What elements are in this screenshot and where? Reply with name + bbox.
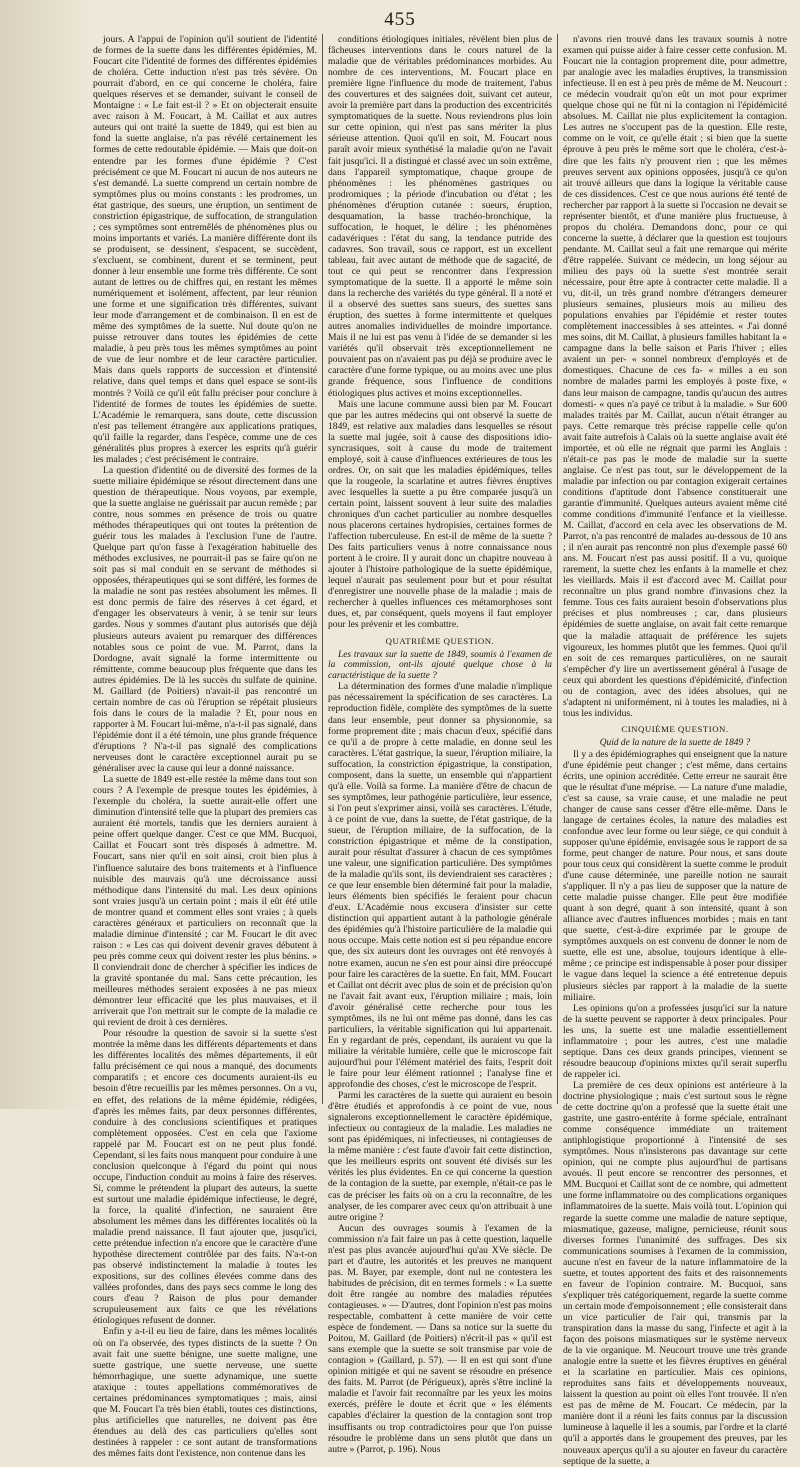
page-number: 455 xyxy=(384,9,416,30)
text-columns xyxy=(88,34,792,1467)
paragraph: Enfin y a-t-il eu lieu de faire, dans les mêmes localités où on l'a observée, des types distincts de la suette ? On avait fait une suette bénigne, une suette maligne, une suette gastrique, une suette nerveuse, une suette hémorrhagique, une suette adynamique, une suette ataxique : toutes appellations commémoratives de certaines prédominances symptomatiques ; mais, ainsi que M. Foucart l'a très bien établi, toutes ces distinctions, plus artificielles que naturelles, ne doivent pas être étendues au delà des cas particuliers qu'elles sont destinées à rappeler : ce sont autant de transformations des mêmes faits dont l'existence, non contenue dans les xyxy=(93,1326,317,1459)
column-2 xyxy=(322,34,557,1455)
paragraph: Mais une lacune commune aussi bien par M. Foucart que par les autres médecins qui ont observé la suette de 1849, est relative aux maladies dans lesquelles se résout la suette mal jugée, soit à cause des dispositions idio-syncrasiques, soit à cause du mode de traitement employé, soit à cause d'influences extérieures de tous les ordres. Or, on sait que les maladies épidémiques, telles que la rougeole, la scarlatine et autres fièvres éruptives avec lesquelles la suette a pu être comparée jusqu'à un certain point, laissent souvent à leur suite des maladies chroniques d'un cachet particulier au nombre desquelles nous placerons certaines hydropisies, certaines formes de l'affection tuberculeuse. En est-il de même de la suette ? Des faits particuliers venus à notre connaissance nous portent à le croire. Il y aurait donc un chapitre nouveau à ajouter à l'histoire pathologique de la suette épidémique, lequel n'aurait pas seulement pour but et pour résultat d'enregistrer une nouvelle phase de la maladie ; mais de rechercher à quelles influences ces métamorphoses sont dues, et, par conséquent, quels moyens il faut employer pour les prévenir et les combattre. xyxy=(328,398,552,631)
paragraph: Parmi les caractères de la suette qui auraient eu besoin d'être étudiés et approfondis à ce point de vue, nous signalerons exceptionnellement le caractère épidémique, infectieux ou contagieux de la maladie. Les maladies ne sont pas épidémiques, ni infectieuses, ni contagieuses de la même manière : c'est faute d'avoir fait cette distinction, que les meilleurs esprits ont souvent été divisés sur les vérités les plus évidentes. En ce qui concerne la question de la contagion de la suette, par exemple, n'était-ce pas le cas de préciser les faits où on a cru la reconnaître, de les analyser, de les comparer avec ceux qu'on attribuait à une autre origine ? xyxy=(328,1090,552,1223)
paragraph: La question d'identité ou de diversité des formes de la suette miliaire épidémique se résout directement dans une question de thérapeutique. Nous voyons, par exemple, que la suette anglaise ne guérissait par aucun remède ; par contre, nous sommes en présence de trois ou quatre méthodes thérapeutiques qui ont toutes la prétention de guérir tous les malades à l'exclusion l'une de l'autre. Quelque part qu'on fasse à l'exagération habituelle des méthodes exclusives, ne pourrait-il pas se faire qu'on ne soit pas si mal conduit en se servant de méthodes si opposées, thérapeutiques qui se sont différé, les formes de la maladie ne sont pas restées absolument les mêmes. Il est donc permis de faire des réserves à cet égard, et d'engager les observateurs à venir, à se tenir sur leurs gardes. Nous y sommes d'autant plus autorisés que déjà plusieurs auteurs avaient pu remarquer des différences notables sous ce point de vue. M. Parrot, dans la Dordogne, avait signalé la forme intermittente ou rémittente, comme beaucoup plus fréquente que dans les autres épidémies. De là les succès du sulfate de quinine. M. Gaillard (de Poitiers) n'avait-il pas rencontré un certain nombre de cas où l'éruption se répétait plusieurs fois dans le cours de la maladie ? Et, pour nous en rapporter à M. Foucart lui-même, n'a-t-il pas signalé, dans l'épidémie dont il a été témoin, une plus grande fréquence d'éruptions ? N'a-t-il pas signalé des complications nerveuses dont le caractère exceptionnel aurait pu se généraliser avec la cause qui leur a donné naissance. xyxy=(93,464,317,775)
paragraph: n'avons rien trouvé dans les travaux soumis à notre examen qui puisse aider à faire cesser cette confusion. M. Foucart nie la contagion proprement dite, pour admettre, par analogie avec les maladies éruptives, la transmission infectieuse. Il en est à peu près de même de M. Neucourt : ce médecin voudrait qu'on eût un mot pour exprimer quelque chose qui ne fût ni la contagion ni l'épidémicité absolues. M. Caillat nie plus explicitement la contagion. Les autres ne s'occupent pas de la question. Elle reste, comme on le voit, ce qu'elle était ; si bien que la suette éprouve à peu près le même sort que le choléra, c'est-à-dire que les faits n'y prouvent rien ; que les mêmes preuves servent aux opinions opposées, jusqu'à ce qu'on ait trouvé ailleurs que dans la logique la véritable cause de ces dissidences. C'est ce que nous aurions été tenté de rechercher par rapport à la suette si l'occasion ne devait se représenter bientôt, et d'une manière plus fructueuse, à propos du choléra. Demandons donc, pour ce qui concerne la suette, à déclarer que la question est toujours pendante. M. Caillat seul a fait une remarque qui mérite d'être rappelée. Suivant ce médecin, un long séjour au milieu des pays où la suette s'est montrée serait nécessaire, pour être apte à contracter cette maladie. Il a vu, dit-il, un très grand nombre d'étrangers demeurer plusieurs semaines, plusieurs mois au milieu des populations envahies par l'épidémie et rester toutes complètement inaccessibles à ses atteintes. « J'ai donné mes soins, dit M. Caillat, à plusieurs familles habitant la « campagne dans la belle saison et Paris l'hiver ; elles avaient un per- « sonnel nombreux d'employés et de domestiques. Chacune de ces fa- « milles a eu son nombre de malades parmi les employés à poste fixe, « dans leur maison de campagne, tandis qu'aucun des autres domesti- « ques n'a payé ce tribut à la maladie. » Sur 600 malades traités par M. Caillat, aucun n'était étranger au pays. Cette remarque très précise rappelle celle qu'on avait faite autrefois à Calais où la suette anglaise avait été importée, et où elle ne régnait que parmi les Anglais : n'était-ce pas pas le mode de maladie sur la suette anglaise. Ce n'est pas tout, sur le développement de la maladie par infection ou par contagion exigerait certaines conditions d'aptitude dont l'absence constituerait une garantie d'immunité. Quelques auteurs avaient même cité comme conditions d'immunité l'enfance et la vieillesse. M. Caillat, d'accord en cela avec les observations de M. Parrot, n'a pas rencontré de malades au-dessous de 10 ans ; il n'en aurait pas rencontré non plus d'exemple passé 60 ans. M. Foucart n'est pas aussi positif. Il a vu, quoique rarement, la suette chez les enfants à la mamelle et chez les vieillards. Mais il est d'accord avec M. Caillat pour reconnaître un plus grand nombre d'invasions chez la femme. Tous ces faits auraient besoin d'observations plus précises et plus nombreuses ; car, dans plusieurs épidémies de suette anglaise, on avait fait cette remarque que la maladie attaquait de préférence les sujets vigoureux, les hommes plutôt que les femmes. Quoi qu'il en soit de ces remarques particulières, on ne saurait s'empêcher d'y lire un avertissement général à l'usage de ceux qui abordent les questions d'épidémicité, d'infection ou de contagion, avec des idées absolues, qui ne s'adaptent ni uniformément, ni à toutes les maladies, ni à tous les individus. xyxy=(563,34,787,719)
paragraph: conditions étiologiques initiales, révèlent bien plus de fâcheuses interventions dans le cours naturel de la maladie que de véritables prédominances morbides. Au nombre de ces interventions, M. Foucart place en première ligne l'influence du mode de traitement, l'abus des couvertures et des saignées doit, suivant cet auteur, avoir la première part dans la production des excentricités symptomatiques de la suette. Nous reviendrons plus loin sur cette opinion, qui n'est pas sans mériter la plus sérieuse attention. Quoi qu'il en soit, M. Foucart nous paraît avoir mieux synthétisé la maladie qu'on ne l'avait fait jusqu'ici. Il a distingué et classé avec un soin extrême, dans l'appareil symptomatique, chaque groupe de phénomènes : les phénomènes gastriques ou prodromiques ; la période d'incubation ou d'état ; les phénomènes d'éruption cutanée : sueurs, éruption, desquamation, la basse trachéo-bronchique, la suffocation, le hoquet, le délire ; les phénomènes cadavériques : l'état du sang, la tendance putride des cadavres. Son travail, sous ce rapport, est un excellent tableau, fait avec autant de méthode que de sagacité, de tout ce qui peut se rencontrer dans l'expression symptomatique de la suette. Il a apporté le même soin dans la recherche des variétés du type général. Il a noté et il a observé des suettes sans sueurs, des suettes sans éruption, des suettes à forme intermittente et quelques autres anomalies individuelles de moindre importance. Mais il ne lui est pas venu à l'idée de se demander si les variétés qu'il observait très exceptionnellement ne pouvaient pas on n'avaient pas pu déjà se produire avec le caractère d'une forme typique, ou au moins avec une plus grande fréquence, sous l'influence de conditions étiologiques plus actives et moins exceptionnelles. xyxy=(328,34,552,399)
paragraph: Aucun des ouvrages soumis à l'examen de la commission n'a fait faire un pas à cette question, laquelle n'est pas plus avancée aujourd'hui qu'au XVe siècle. De part et d'autre, les autorités et les preuves ne manquent pas. M. Bayer, par exemple, dont nul ne contestera les habitudes de précision, dit en termes formels : « La suette doit être rangée au nombre des maladies réputées contagieuses. » — D'autres, dont l'opinion n'est pas moins respectable, combattent à cette manière de voir cette espèce de fondement. — Dans sa notice sur la suette du Poitou, M. Gaillard (de Poitiers) n'écrit-il pas « qu'il est sans exemple que la suette se soit transmise par voie de contagion » (Gaillard, p. 57). — Il en est qui sont d'une opinion mitigée et qui ne savent se résoudre en présence des faits. M. Parrot (de Périgueux), après s'être incliné la maladie et l'avoir fait reconnaître par les yeux les moins exercés, préfère le doute et écrit que « les éléments capables d'éclairer la question de la contagion sont trop insuffisants ou trop contradictoires pour que l'on puisse résoudre le problème dans un sens plutôt que dans un autre » (Parrot, p. 196). Nous xyxy=(328,1222,552,1455)
paragraph: jours. A l'appui de l'opinion qu'il soutient de l'identité de formes de la suette dans les différentes épidémies, M. Foucart cite l'identité de formes des différentes épidémies de choléra. Cette induction n'est pas très sévère. On pourrait d'abord, en ce qui concerne le choléra, faire quelques réserves et se demander, suivant le conseil de Montaigne : « Le fait est-il ? » Et on objecterait ensuite avec raison à M. Foucart, à M. Caillat et aux autres auteurs qui ont traité la suette de 1849, qui est bien au fond la suette anglaise, n'a pas révélé certainement les formes de cette redoutable épidémie. — Mais que doit-on entendre par les formes d'une épidémie ? C'est précisément ce que M. Foucart ni aucun de nos auteurs ne s'est demandé. La suette comprend un certain nombre de symptômes plus ou moins constants : les prodromes, un état gastrique, des sueurs, une éruption, un sentiment de constriction épigastrique, de suffocation, de strangulation ; ces symptômes sont entremêlés de phénomènes plus ou moins importants et variés. La manière différente dont ils se produisent, se dessinent, s'espacent, se succèdent, s'excluent, se combinent, durent et se terminent, peut donner à leur ensemble une forme très différente. Ce sont autant de lettres ou de chiffres qui, en restant les mêmes numériquement et isolément, affectent, par leur réunion une forme et une signification très différentes, suivant leur mode d'arrangement et de combinaison. Il en est de même des symptômes de la suette. Nul doute qu'on ne puisse retrouver dans toutes les épidémies de cette maladie, à peu près tous les mêmes symptômes au point de vue de leur nombre et de leur caractère particulier. Mais dans quels rapports de succession et d'intensité relative, dans quel temps et dans quel espace se sont-ils montrés ? Voilà ce qu'il eût fallu préciser pour conclure à l'identité de formes de toutes les épidémies de suette. L'Académie le remarquera, sans doute, cette discussion n'est pas tellement étrangère aux applications pratiques, qu'il faille la regarder, dans l'espèce, comme une de ces généralités plus propres à exercer les esprits qu'à guérir les malades ; c'est précisément le contraire. xyxy=(93,34,317,465)
paragraph: Il y a des épidémiographes qui enseignent que la nature d'une épidémie peut changer ; c'est même, dans certains écrits, une opinion accréditée. Cette erreur ne saurait être que le résultat d'une méprise. — La nature d'une maladie, c'est sa cause, sa vraie cause, et une maladie ne peut changer de cause sans cesser d'être elle-même. Dans le langage de certaines écoles, la nature des maladies est confondue avec leur forme ou leur siège, ce qui conduit à supposer qu'une épidémie, envisagée sous le rapport de sa forme, peut changer de nature. Pour nous, et sans doute pour tous ceux qui considèrent la suette comme le produit d'une cause déterminée, une pareille notion ne saurait s'appliquer. Il n'y a pas lieu de supposer que la nature de cette maladie puisse changer. Elle peut être modifiée quant à son degré, quant à son intensité, quant à son alliance avec d'autres influences morbides ; mais en tant que suette, c'est-à-dire exprimée par le groupe de symptômes auxquels on est convenu de donner le nom de suette, elle est une, absolue, toujours identique à elle-même ; ce principe est indispensable à poser pour dissiper le vague dans lequel la science a été entretenue depuis plusieurs siècles par rapport à la maladie de la suette miliaire. xyxy=(563,748,787,1003)
paragraph: La première de ces deux opinions est antérieure à la doctrine physiologique ; mais c'est surtout sous le règne de cette doctrine qu'on a professé que la suette était une gastrite, une gastro-entérite à forme spéciale, entraînant comme conséquence immédiate un traitement antiphlogistique proportionné à l'intensité de ses symptômes. Nous n'insisterons pas davantage sur cette opinion, qui ne compte plus aujourd'hui de partisans avoués. Il peut encore se rencontrer des personnes, et MM. Bucquoi et Caillat sont de ce nombre, qui admettent une forme inflammatoire ou des complications organiques inflammatoires de la suette. Mais voilà tout. L'opinion qui regarde la suette comme une maladie de nature septique, miasmatique, gazeuse, maligne, pernicieuse, réunit sous diverses formes l'unanimité des suffrages. Des six communications soumises à l'examen de la commission, aucune n'est en faveur de la nature inflammatoire de la suette, et toutes apportent des faits et des raisonnements en faveur de l'opinion contraire. M. Bucquoi, sans s'expliquer très catégoriquement, regarde la suette comme un certain mode d'empoisonnement ; elle consisterait dans un vice particulier de l'air qui, transmis par la transpiration dans la masse du sang, l'infecte et agit à la façon des poisons miasmatiques sur le système nerveux de la vie organique. M. Neucourt trouve une très grande analogie entre la suette et les fièvres éruptives en général et la scarlatine en particulier. Mais ces opinions, reproduites sans faits et développements nouveaux, laissent la question au point où elles l'ont trouvée. Il n'en est pas de même de M. Foucart. Ce médecin, par la manière dont il a réuni les faits connus par la discussion lumineuse à laquelle il les a soumis, par l'ordre et la clarté qu'il a apportés dans le groupement des preuves, par les nouveaux aperçus qu'il a su ajouter en faveur du caractère septique de la suette, a xyxy=(563,1079,787,1467)
section-question: Quid de la nature de la suette de 1849 ? xyxy=(599,737,751,748)
paragraph: Pour résoudre la question de savoir si la suette s'est montrée la même dans les différents départements et dans les différentes localités des mêmes départements, il eût fallu précisément ce qui nous a manqué, des documents comparatifs ; et encore ces documents auraient-ils eu besoin d'être recueillis par les mêmes personnes. On a vu, en effet, des relations de la même épidémie, rédigées, d'après les mêmes faits, par deux personnes différentes, conduire à des conclusions scientifiques et pratiques complètement opposées. C'est en cela que l'axiome rappelé par M. Foucart est on ne peut plus fondé. Cependant, si les faits nous manquent pour conduire à une conclusion quelconque à l'égard du point qui nous occupe, l'induction conduit au moins à faire des réserves. Si, comme le prétendent la plupart des auteurs, la suette est surtout une maladie épidémique infectieuse, le degré, la force, la qualité d'infection, ne sauraient être absolument les mêmes dans les différentes localités où la maladie prend naissance. Il faut ajouter que, jusqu'ici, cette prétendue infection n'a encore que le caractère d'une hypothèse directement contrôlée par des faits. N'a-t-on pas observé indistinctement la maladie à toutes les expositions, sur des collines élevées comme dans des vallées profondes, dans des pays secs comme le long des cours d'eau ? Raison de plus pour demander scrupuleusement aux faits ce que les révélations étiologiques refusent de donner. xyxy=(93,1028,317,1327)
section-title: CINQUIÈME QUESTION. xyxy=(621,723,729,734)
section-title: QUATRIÈME QUESTION. xyxy=(385,635,495,646)
paragraph: Les opinions qu'on a professées jusqu'ici sur la nature de la suette peuvent se rapporter à deux principales. Pour les uns, la suette est une maladie essentiellement inflammatoire ; pour les autres, c'est une maladie septique. Dans ces deux grands principes, viennent se résoudre beaucoup d'opinions mixtes qu'il serait superflu de rappeler ici. xyxy=(563,1002,787,1080)
binding-gutter xyxy=(0,0,88,1109)
paragraph: La détermination des formes d'une maladie n'implique pas nécessairement la spécification de ses caractères. La reproduction fidèle, complète des symptômes de la suette dans leur ensemble, peut donner sa physionomie, sa forme proprement dite ; mais chacun d'eux, spécifié dans ce qu'il a de propre à cette maladie, en donne seul les caractères. L'état gastrique, la sueur, l'éruption miliaire, la suffocation, la constriction épigastrique, la constipation, composent, dans la suette, un ensemble qui n'appartient qu'à elle. Voilà sa forme. La manière d'être de chacun de ses symptômes, leur pathogénie particulière, leur essence, si l'on peut s'exprimer ainsi, voilà ses caractères. L'étude, à ce point de vue, dans la suette, de l'état gastrique, de la sueur, de l'éruption miliaire, de la suffocation, de la constriction épigastrique et même de la constipation, aurait pour résultat d'assurer à chacun de ces symptômes une valeur, une signification particulière. Des symptômes de la maladie qu'ils sont, ils deviendraient ses caractères ; ce que leur ensemble bien déterminé fait pour la maladie, leurs éléments bien spécifiés le feraient pour chacun d'eux. L'Académie nous excusera d'insister sur cette distinction qui appartient autant à la pathologie générale des épidémies qu'à l'histoire particulière de la maladie qui nous occupe. Mais cette notion est si peu répandue encore que, des six auteurs dont les ouvrages ont été renvoyés à notre examen, aucun ne s'en est pour ainsi dire préoccupé pour faire les caractères de la suette. En fait, MM. Foucart et Caillat ont décrit avec plus de soin et de précision qu'on ne l'avait fait avant eux, l'éruption miliaire ; mais, loin d'avoir généralisé cette recherche pour tous les symptômes, ils ne lui ont même pas donné, dans les cas particuliers, la véritable signification qui lui appartenait. En y regardant de près, cependant, ils auraient vu que la miliaire la véritable lumière, celle que le microscope fait aujourd'hui pour l'élément matériel des faits, l'esprit doit le faire pour leur élément rationnel ; l'analyse fine et approfondie des choses, c'est le microscope de l'esprit. xyxy=(328,681,552,1091)
paragraph: La suette de 1849 est-elle restée la même dans tout son cours ? A l'exemple de presque toutes les épidémies, à l'exemple du choléra, la suette aurait-elle offert une diminution d'intensité telle que la plupart des premiers cas auraient été mortels, tandis que les derniers auraient à peine offert quelque danger. C'est ce que MM. Bucquoi, Caillat et Foucart sont très disposés à admettre. M. Foucart, sans nier qu'il en soit ainsi, croit bien plus à l'influence salutaire des bons traitements et à l'influence nuisible des mauvais qu'à une décroissance aussi méthodique dans l'intensité du mal. Les deux opinions sont vraies jusqu'à un certain point ; mais il eût été utile de montrer quand et comment elles sont vraies ; à quels caractères généraux et particuliers on reconnaît que la maladie diminue d'intensité ; car M. Foucart le dit avec raison : « Les cas qui doivent devenir graves débutent à peu près comme ceux qui doivent rester les plus bénins. » Il conviendrait donc de chercher à spécifier les indices de la gravité spontanée du mal. Sans cette précaution, les meilleures méthodes seraient exposées à ne pas mieux démontrer leur efficacité que les plus mauvaises, et il arriverait que l'on mettrait sur le compte de la maladie ce qui revient de droit à ces dernières. xyxy=(93,774,317,1029)
section-question: Les travaux sur la suette de 1849, soumis à l'examen de la commission, ont-ils ajouté quelque chose à la caractéristique de la suette ? xyxy=(328,649,552,681)
column-3 xyxy=(557,34,792,1467)
column-1 xyxy=(88,34,322,1459)
